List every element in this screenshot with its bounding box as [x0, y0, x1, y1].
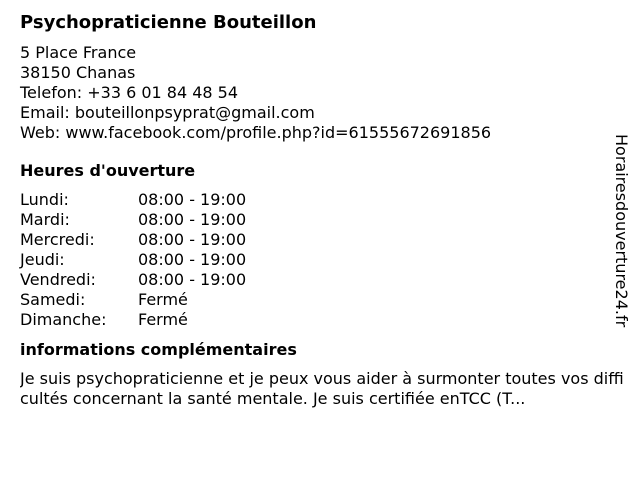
hours-row-thursday — [20, 250, 610, 270]
site-watermark: Horairesdouverture24.fr — [612, 134, 631, 328]
street-address: 5 Place France — [20, 43, 137, 62]
day-label: Mardi: — [20, 210, 70, 229]
day-label: Mercredi: — [20, 230, 95, 249]
additional-info-heading: informations complémentaires — [20, 340, 297, 359]
additional-info-text: Je suis psychopraticienne et je peux vous aider à surmonter toutes vos difficultés concernant la santé mentale. Je suis certifiée enTCC (T... — [20, 369, 624, 408]
time-value: 08:00 - 19:00 — [138, 250, 247, 269]
hours-row-tuesday — [20, 210, 610, 230]
time-value: 08:00 - 19:00 — [138, 210, 247, 229]
day-label: Lundi: — [20, 190, 69, 209]
opening-hours-table — [20, 190, 610, 330]
day-label: Vendredi: — [20, 270, 96, 289]
day-label: Jeudi: — [20, 250, 65, 269]
day-label: Samedi: — [20, 290, 86, 309]
city-postcode: 38150 Chanas — [20, 63, 136, 82]
day-label: Dimanche: — [20, 310, 107, 329]
time-value: 08:00 - 19:00 — [138, 230, 247, 249]
hours-row-monday — [20, 190, 610, 210]
time-value: Fermé — [138, 310, 188, 329]
contact-block — [20, 43, 610, 143]
time-value: 08:00 - 19:00 — [138, 270, 247, 289]
hours-row-saturday — [20, 290, 610, 310]
time-value: 08:00 - 19:00 — [138, 190, 247, 209]
email-address: Email: bouteillonpsyprat@gmail.com — [20, 103, 315, 122]
opening-hours-heading: Heures d'ouverture — [20, 161, 196, 180]
website-url: Web: www.facebook.com/profile.php?id=61555672691856 — [20, 123, 492, 142]
hours-row-friday — [20, 270, 610, 290]
hours-row-sunday — [20, 310, 610, 330]
business-name: Psychopraticienne Bouteillon — [20, 12, 317, 33]
time-value: Fermé — [138, 290, 188, 309]
hours-row-wednesday — [20, 230, 610, 250]
phone-number: Telefon: +33 6 01 84 48 54 — [20, 83, 239, 102]
